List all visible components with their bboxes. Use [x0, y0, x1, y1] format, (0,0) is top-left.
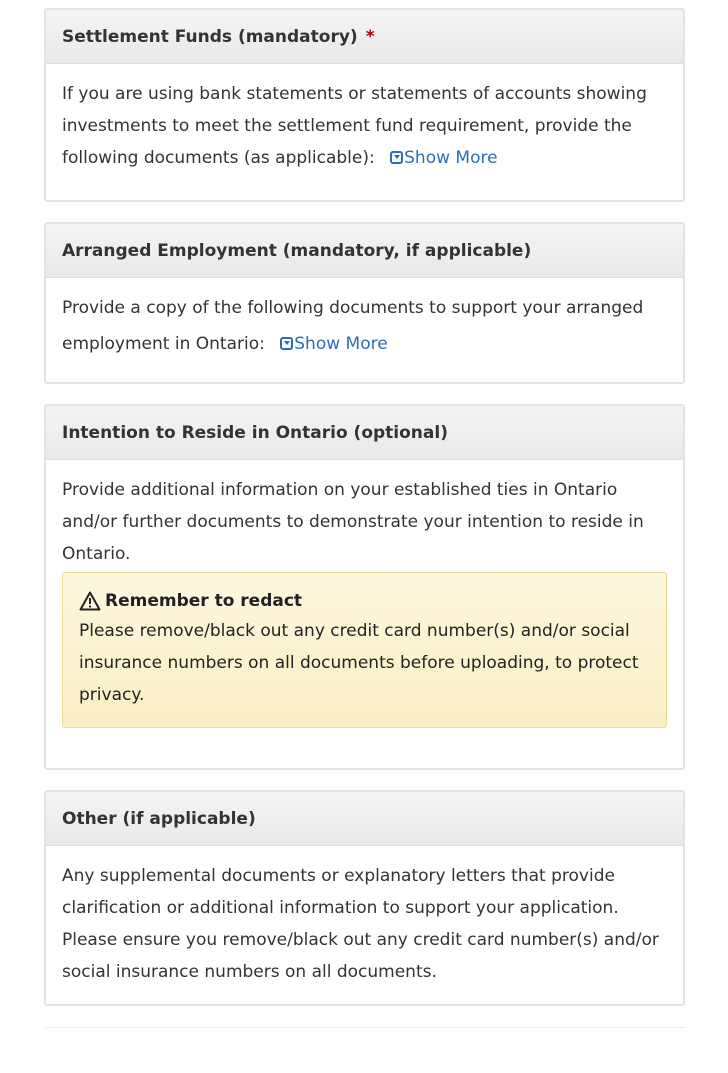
settlement-funds-title: Settlement Funds (mandatory) — [62, 26, 358, 47]
other-title: Other (if applicable) — [62, 808, 256, 829]
other-body — [46, 846, 683, 988]
other-panel — [44, 790, 685, 1006]
settlement-funds-heading — [46, 10, 683, 64]
redact-alert-text: Please remove/black out any credit card number(s) and/or social insurance numbers on all documents before uploading, to protect privacy. — [79, 621, 639, 705]
intention-to-reside-title: Intention to Reside in Ontario (optional) — [62, 422, 448, 443]
warning-icon — [79, 591, 101, 611]
chevron-down-icon — [280, 337, 293, 350]
arranged-employment-text: Provide a copy of the following documents to support your arranged employment in Ontario: — [62, 298, 644, 354]
bottom-divider — [44, 1027, 685, 1028]
redact-alert — [62, 572, 667, 728]
redact-alert-heading: Remember to redact — [105, 591, 303, 611]
other-text: Any supplemental documents or explanatory letters that provide clarification or additional information to support your application. Please ensure you remove/black out any credit card number(s) and/or social insurance numbers on all documents. — [62, 866, 659, 982]
arranged-employment-show-more-button[interactable] — [280, 334, 387, 354]
arranged-employment-heading — [46, 224, 683, 278]
settlement-funds-text: If you are using bank statements or statements of accounts showing investments to meet the settlement fund requirement, provide the following documents (as applicable): — [62, 84, 647, 168]
arranged-employment-body — [46, 278, 683, 362]
settlement-funds-body — [46, 64, 683, 174]
arranged-employment-panel — [44, 222, 685, 384]
intention-to-reside-text: Provide additional information on your established ties in Ontario and/or further documents to demonstrate your intention to reside in Ontario. — [62, 480, 644, 564]
other-heading — [46, 792, 683, 846]
intention-to-reside-heading — [46, 406, 683, 460]
show-more-label: Show More — [294, 334, 388, 354]
intention-to-reside-body — [46, 460, 683, 728]
arranged-employment-title: Arranged Employment (mandatory, if applicable) — [62, 240, 532, 261]
settlement-funds-panel — [44, 8, 685, 202]
chevron-down-icon — [390, 151, 403, 164]
intention-to-reside-panel — [44, 404, 685, 770]
required-marker: * — [365, 26, 375, 47]
settlement-funds-show-more-button[interactable] — [390, 148, 497, 168]
show-more-label: Show More — [404, 148, 498, 168]
redact-alert-title — [79, 587, 650, 615]
